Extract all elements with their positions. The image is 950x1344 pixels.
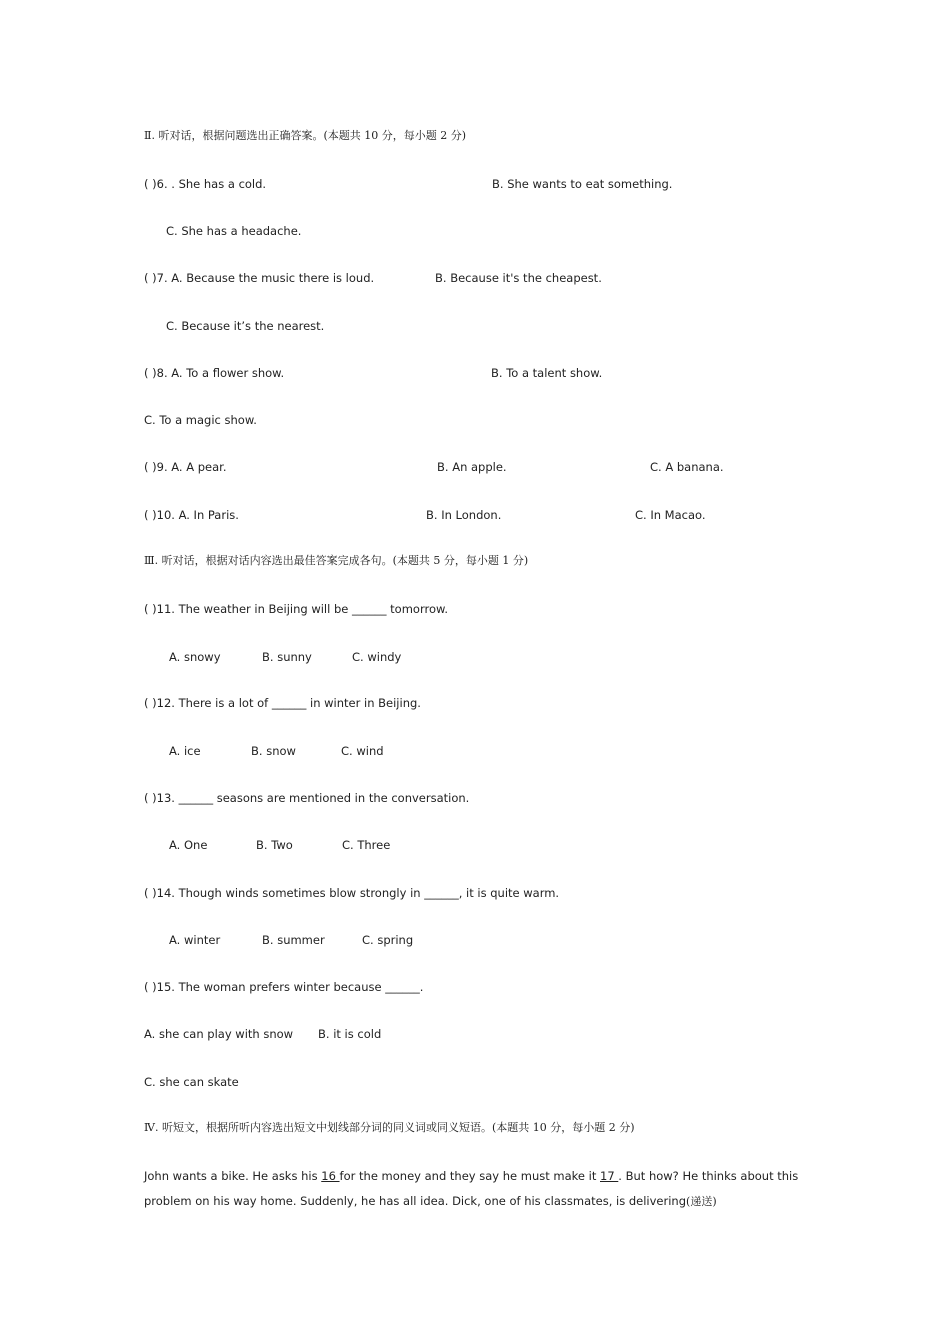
passage-text: John wants a bike. He asks his xyxy=(144,1169,322,1183)
question-15-option-c: C. she can skate xyxy=(144,1075,239,1089)
blank-16: 16 xyxy=(321,1169,340,1183)
question-12-option-b: B. snow xyxy=(251,744,296,758)
question-9-option-b: B. An apple. xyxy=(437,460,507,474)
question-13-option-c: C. Three xyxy=(342,838,391,852)
blank-17: 17 xyxy=(600,1169,619,1183)
question-13-option-b: B. Two xyxy=(256,838,293,852)
question-10-option-c: C. In Macao. xyxy=(635,508,706,522)
question-15-option-b: B. it is cold xyxy=(318,1027,382,1041)
question-11-option-c: C. windy xyxy=(352,650,402,664)
passage-text: for the money and they say he must make it xyxy=(339,1169,600,1183)
question-10-option-b: B. In London. xyxy=(426,508,502,522)
question-14-option-a: A. winter xyxy=(169,933,221,947)
question-9-stem: ( )9. A. A pear. xyxy=(144,460,227,474)
question-14-stem: ( )14. Though winds sometimes blow strongly in ______, it is quite warm. xyxy=(144,886,560,900)
question-8-stem: ( )8. A. To a flower show. xyxy=(144,366,285,380)
section-2-heading: Ⅱ. 听对话，根据问题选出正确答案。(本题共 10 分，每小题 2 分) xyxy=(144,129,467,142)
question-11-option-a: A. snowy xyxy=(169,650,221,664)
question-15-option-a: A. she can play with snow xyxy=(144,1027,294,1041)
question-13-stem: ( )13. ______ seasons are mentioned in the conversation. xyxy=(144,791,470,805)
passage-text: . But how? He thinks about this xyxy=(618,1169,799,1183)
question-11-stem: ( )11. The weather in Beijing will be ______ tomorrow. xyxy=(144,602,448,616)
question-15-stem: ( )15. The woman prefers winter because ______. xyxy=(144,980,424,994)
question-8-option-b: B. To a talent show. xyxy=(491,366,603,380)
passage-gloss: (递送) xyxy=(686,1195,717,1208)
passage-line-2 xyxy=(144,1193,717,1210)
question-6-option-c: C. She has a headache. xyxy=(166,224,302,238)
question-9-option-c: C. A banana. xyxy=(650,460,724,474)
passage-line-1 xyxy=(144,1168,798,1184)
question-6-option-b: B. She wants to eat something. xyxy=(492,177,673,191)
question-8-option-c: C. To a magic show. xyxy=(144,413,257,427)
question-14-option-c: C. spring xyxy=(362,933,414,947)
question-12-option-c: C. wind xyxy=(341,744,384,758)
question-14-option-b: B. summer xyxy=(262,933,325,947)
question-7-option-c: C. Because it’s the nearest. xyxy=(166,319,325,333)
passage-text: problem on his way home. Suddenly, he has all idea. Dick, one of his classmates, is delivering xyxy=(144,1194,687,1208)
question-7-option-b: B. Because it's the cheapest. xyxy=(435,271,602,285)
section-4-heading: Ⅳ. 听短文，根据所听内容选出短文中划线部分词的同义词或同义短语。(本题共 10 分，每小题 2 分) xyxy=(144,1121,635,1134)
question-6-stem: ( )6. . She has a cold. xyxy=(144,177,267,191)
question-10-stem: ( )10. A. In Paris. xyxy=(144,508,239,522)
question-13-option-a: A. One xyxy=(169,838,208,852)
question-12-stem: ( )12. There is a lot of ______ in winter in Beijing. xyxy=(144,696,421,710)
question-11-option-b: B. sunny xyxy=(262,650,312,664)
question-12-option-a: A. ice xyxy=(169,744,201,758)
question-7-stem: ( )7. A. Because the music there is loud. xyxy=(144,271,375,285)
section-3-heading: Ⅲ. 听对话，根据对话内容选出最佳答案完成各句。(本题共 5 分，每小题 1 分) xyxy=(144,554,529,567)
